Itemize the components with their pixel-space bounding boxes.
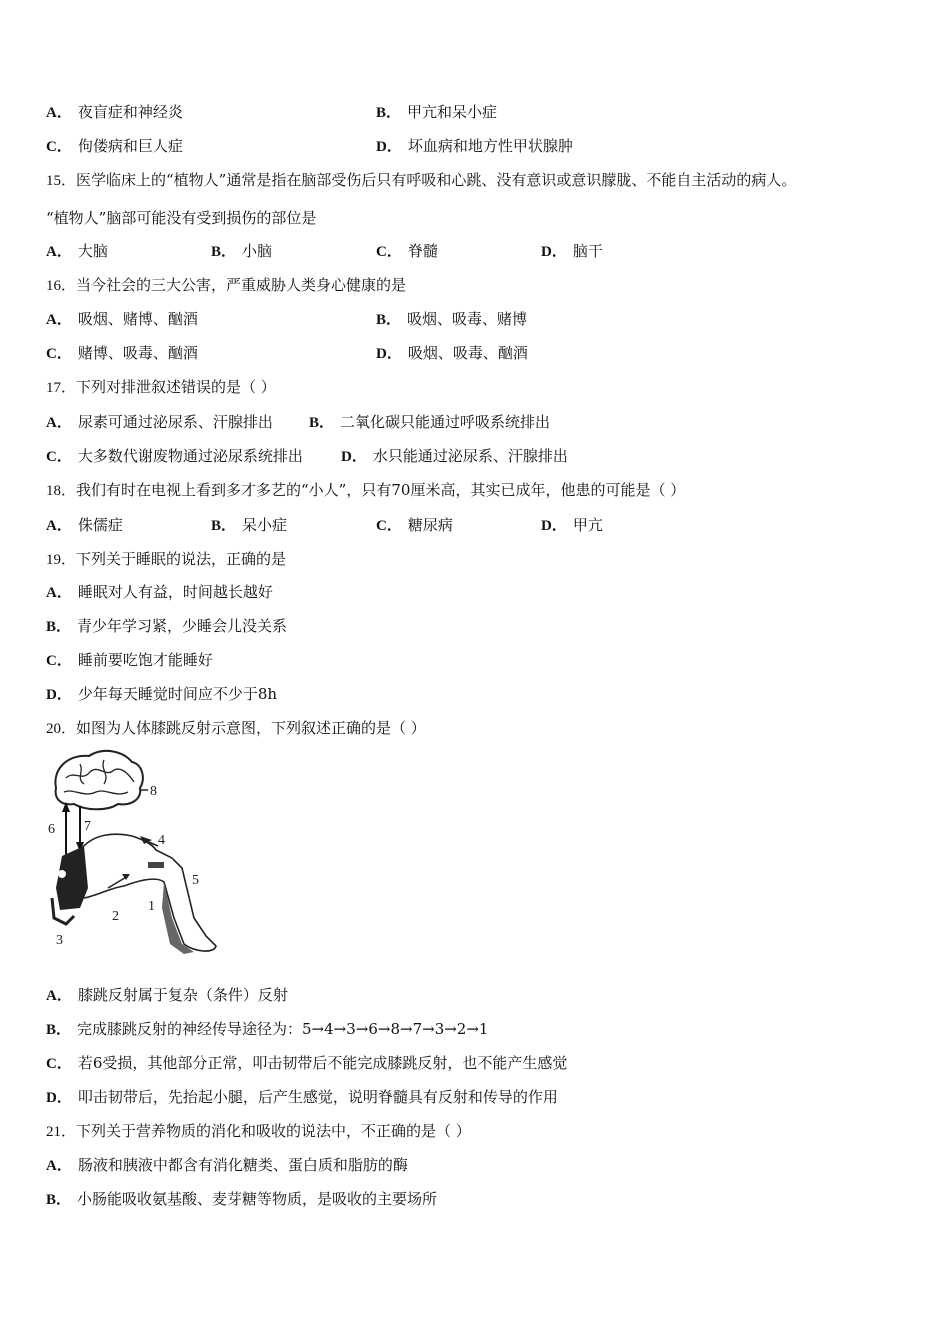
option-text: 侏儒症 [77,516,123,534]
option-label: C． [46,653,72,669]
q20-option-b [46,1019,488,1040]
option-label: B． [309,415,335,431]
q17-option-d [341,446,568,467]
q20-stem [46,718,426,739]
q14-option-d [376,136,573,157]
q21-option-a [46,1155,408,1176]
q17-stem [46,377,276,398]
option-label: A． [46,518,72,534]
option-text: 叩击韧带后，先抬起小腿，后产生感觉，说明脊髓具有反射和传导的作用 [77,1088,558,1106]
q14-option-c [46,136,183,157]
option-text: 脑干 [572,242,603,260]
option-label: D． [341,449,367,465]
svg-text:3: 3 [56,933,63,948]
q20-option-d [46,1087,558,1108]
option-label: C． [46,346,72,362]
option-label: B． [46,1192,72,1208]
q19-option-a [46,582,273,603]
option-label: B． [376,105,402,121]
option-text: 佝偻病和巨人症 [77,137,183,155]
option-text: 睡眠对人有益，时间越长越好 [77,583,273,601]
option-text: 睡前要吃饱才能睡好 [77,651,213,669]
option-label: D． [541,518,567,534]
option-text: 膝跳反射属于复杂（条件）反射 [77,986,288,1004]
q18-option-b [211,515,287,536]
option-label: B． [211,244,237,260]
option-text: 肠液和胰液中都含有消化糖类、蛋白质和脂肪的酶 [77,1156,408,1174]
option-text: 吸烟、吸毒、酗酒 [407,344,528,362]
svg-text:7: 7 [84,819,91,834]
q17-option-a [46,412,273,433]
svg-text:2: 2 [112,909,119,924]
option-label: B． [376,312,402,328]
option-label: A． [46,1158,72,1174]
q21-stem [46,1121,471,1142]
svg-text:1: 1 [148,899,155,914]
option-label: D． [376,139,402,155]
q20-option-a [46,985,288,1006]
question-number: 15． [46,173,77,189]
option-text: 小脑 [242,242,273,260]
q18-option-a [46,515,123,536]
question-text: 如图为人体膝跳反射示意图，下列叙述正确的是（ ） [76,719,426,737]
q20-option-c [46,1053,567,1074]
svg-text:8: 8 [150,784,157,799]
option-label: C． [46,449,72,465]
option-label: B． [211,518,237,534]
q19-option-c [46,650,213,671]
q16-option-d [376,343,528,364]
q15-option-a [46,241,108,262]
option-text: 少年每天睡觉时间应不少于8h [77,685,278,703]
question-text: 我们有时在电视上看到多才多艺的“小人”，只有70厘米高，其实已成年，他患的可能是（ ） [76,481,686,499]
q14-option-a [46,102,183,123]
option-label: A． [46,244,72,260]
q15-stem [46,170,796,191]
q18-option-c [376,515,453,536]
q18-stem [46,480,685,501]
option-text: 大多数代谢废物通过泌尿系统排出 [77,447,303,465]
question-number: 21． [46,1124,77,1140]
question-text: 下列对排泄叙述错误的是（ ） [76,378,276,396]
option-text: 小肠能吸收氨基酸、麦芽糖等物质，是吸收的主要场所 [77,1190,438,1208]
q16-option-c [46,343,198,364]
option-label: C． [46,139,72,155]
option-label: B． [46,619,72,635]
option-label: A． [46,415,72,431]
option-text: 呆小症 [242,516,288,534]
q21-option-b [46,1189,437,1210]
q18-option-d [541,515,603,536]
question-number: 17． [46,380,77,396]
svg-text:5: 5 [192,873,199,888]
question-number: 16． [46,278,77,294]
q17-option-c [46,446,303,467]
option-text: 水只能通过泌尿系、汗腺排出 [372,447,568,465]
question-text: 医学临床上的“植物人”通常是指在脑部受伤后只有呼吸和心跳、没有意识或意识朦胧、不能自主活动的病人。 [76,171,797,189]
option-text: 脊髓 [407,242,438,260]
option-text: 尿素可通过泌尿系、汗腺排出 [77,413,273,431]
question-text: 下列关于营养物质的消化和吸收的说法中，不正确的是（ ） [76,1122,471,1140]
option-text: 夜盲症和神经炎 [77,103,183,121]
q15-stem-cont: “植物人”脑部可能没有受到损伤的部位是 [46,209,317,227]
option-label: D． [46,687,72,703]
option-text: 青少年学习紧，少睡会儿没关系 [77,617,288,635]
q19-stem [46,549,286,570]
question-number: 20． [46,721,77,737]
question-text: 当今社会的三大公害，严重威胁人类身心健康的是 [76,276,407,294]
option-text: 吸烟、赌博、酗酒 [77,310,198,328]
q16-option-a [46,309,198,330]
option-text: 甲亢和呆小症 [407,103,498,121]
option-label: A． [46,585,72,601]
option-text: 完成膝跳反射的神经传导途径为：5→4→3→6→8→7→3→2→1 [77,1020,489,1038]
question-number: 18． [46,483,77,499]
option-text: 吸烟、吸毒、赌博 [407,310,528,328]
q17-option-b [309,412,550,433]
option-text: 大脑 [77,242,108,260]
svg-text:4: 4 [158,833,165,848]
option-label: B． [46,1022,72,1038]
option-text: 二氧化碳只能通过呼吸系统排出 [340,413,551,431]
option-label: A． [46,988,72,1004]
option-label: A． [46,105,72,121]
q19-option-b [46,616,287,637]
option-text: 糖尿病 [407,516,453,534]
svg-text:6: 6 [48,822,55,837]
option-label: D． [46,1090,72,1106]
q16-stem [46,275,406,296]
question-text: 下列关于睡眠的说法，正确的是 [76,550,287,568]
option-text: 坏血病和地方性甲状腺肿 [407,137,573,155]
question-number: 19． [46,552,77,568]
knee-jerk-reflex-diagram [44,748,224,963]
option-label: D． [541,244,567,260]
q15-option-b [211,241,272,262]
option-label: D． [376,346,402,362]
option-text: 甲亢 [572,516,603,534]
q16-option-b [376,309,527,330]
option-label: C． [376,244,402,260]
option-label: A． [46,312,72,328]
q15-option-c [376,241,438,262]
q19-option-d [46,684,277,705]
option-text: 若6受损，其他部分正常，叩击韧带后不能完成膝跳反射，也不能产生感觉 [77,1054,568,1072]
option-label: C． [376,518,402,534]
option-label: C． [46,1056,72,1072]
option-text: 赌博、吸毒、酗酒 [77,344,198,362]
q15-option-d [541,241,603,262]
q14-option-b [376,102,497,123]
